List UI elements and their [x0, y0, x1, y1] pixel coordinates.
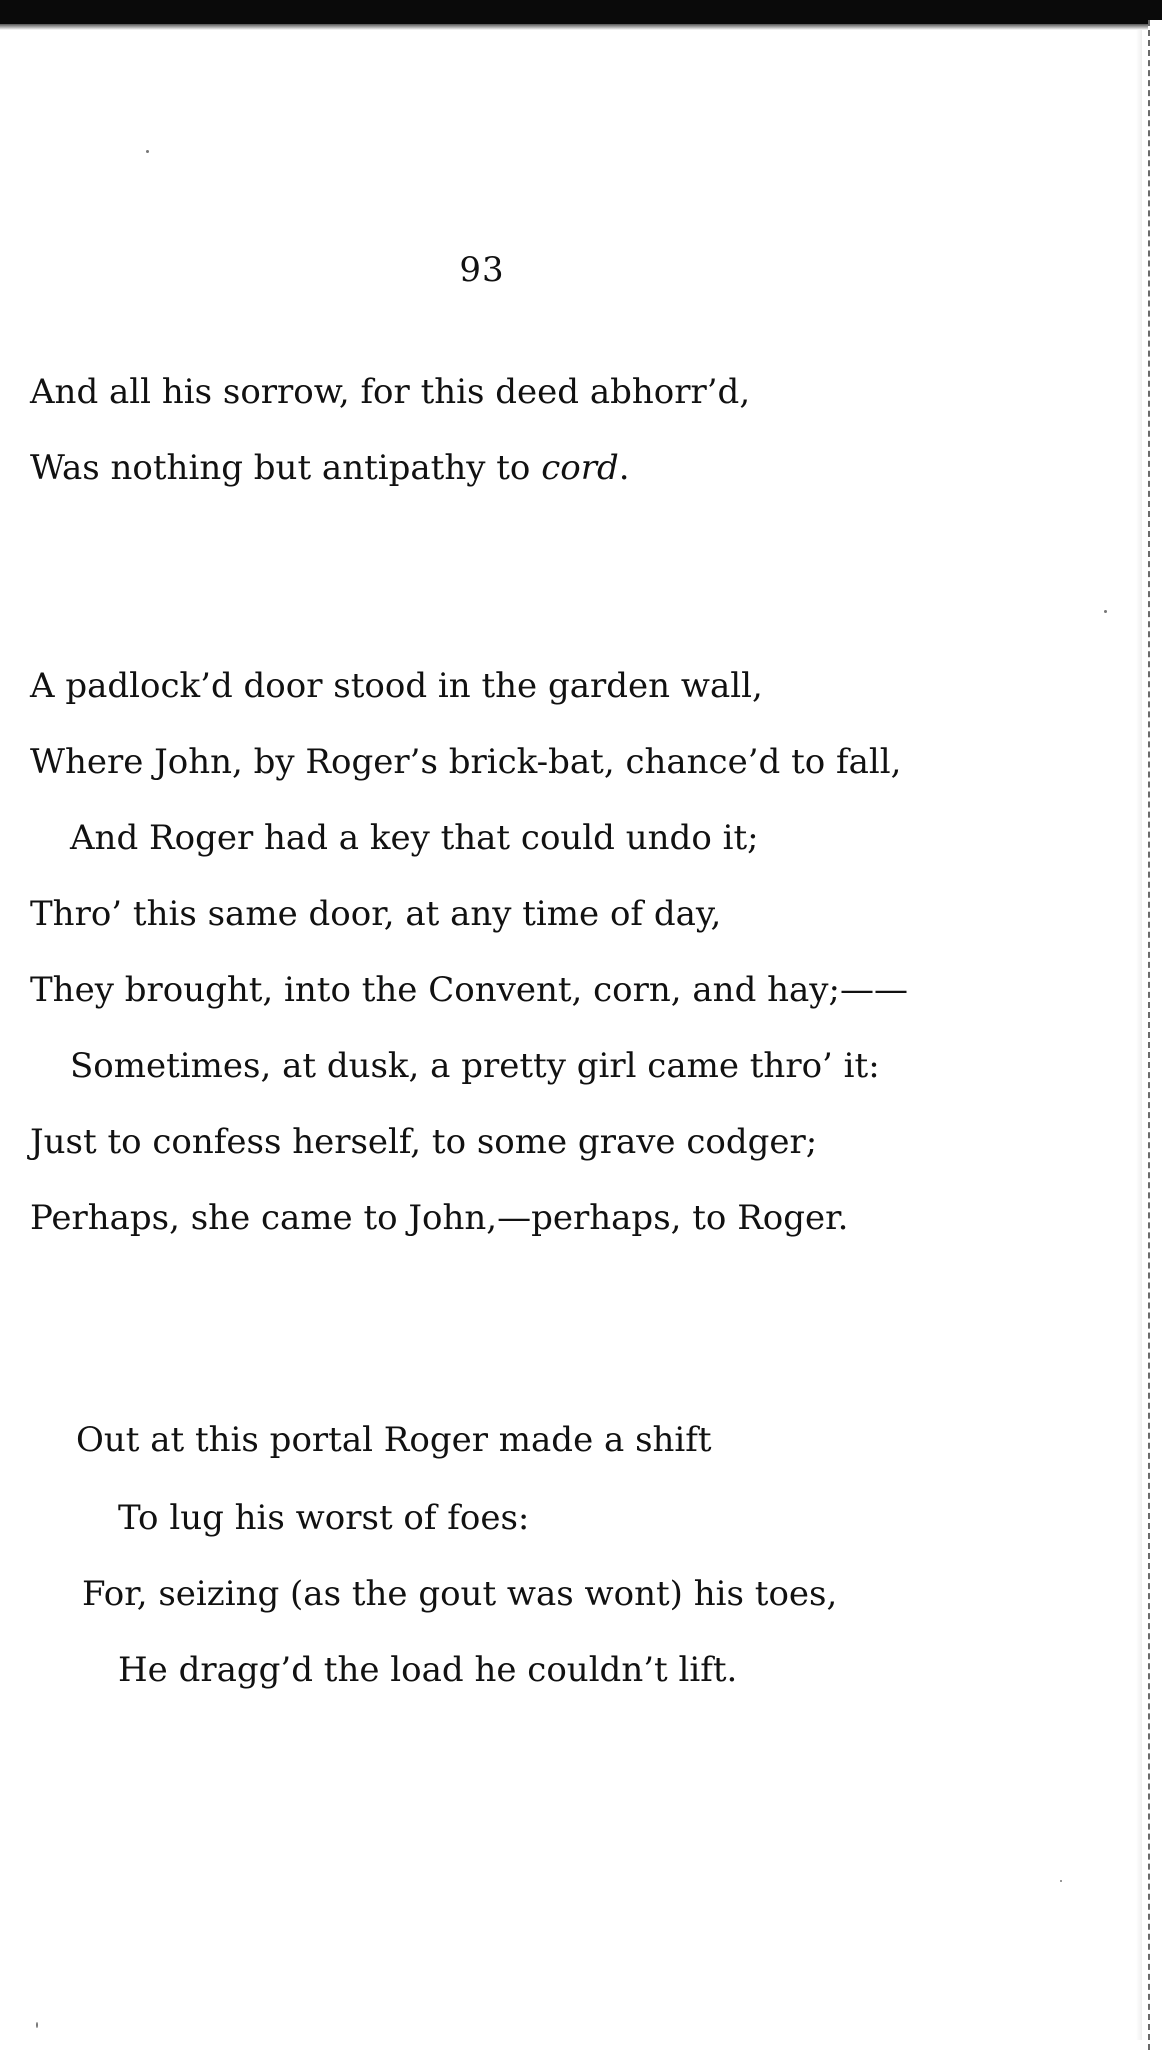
- scan-top-border: [0, 0, 1162, 24]
- verse-line-text: Was nothing but antipathy to: [30, 448, 542, 488]
- page-number: 93: [459, 250, 505, 290]
- paper-speck: [1060, 1880, 1062, 1882]
- page-gutter-shadow: [1136, 30, 1142, 2040]
- verse-line: Out at this portal Roger made a shift: [76, 1420, 712, 1460]
- verse-line: Perhaps, she came to John,—perhaps, to Roger.: [30, 1198, 849, 1238]
- verse-line: And all his sorrow, for this deed abhorr’d,: [30, 372, 751, 412]
- scan-right-edge: [1148, 20, 1162, 2050]
- paper-speck: [36, 2022, 38, 2028]
- verse-line: A padlock’d door stood in the garden wall,: [30, 666, 763, 706]
- verse-line: Just to confess herself, to some grave codger;: [30, 1122, 818, 1162]
- verse-line: He dragg’d the load he couldn’t lift.: [118, 1650, 738, 1690]
- scan-top-shadow: [0, 24, 1162, 30]
- verse-line: And Roger had a key that could undo it;: [70, 818, 759, 858]
- verse-line: For, seizing (as the gout was wont) his toes,: [82, 1574, 838, 1614]
- verse-line: [30, 448, 630, 488]
- emphasized-word: cord: [541, 448, 619, 488]
- verse-line: To lug his worst of foes:: [118, 1498, 530, 1538]
- verse-line-punctuation: .: [618, 448, 630, 488]
- verse-line: Thro’ this same door, at any time of day,: [30, 894, 722, 934]
- verse-line: Where John, by Roger’s brick-bat, chance’d to fall,: [30, 742, 902, 782]
- paper-speck: [1104, 610, 1107, 613]
- verse-line: Sometimes, at dusk, a pretty girl came thro’ it:: [70, 1046, 880, 1086]
- paper-speck: [146, 150, 149, 153]
- verse-line: They brought, into the Convent, corn, and hay;——: [30, 970, 908, 1010]
